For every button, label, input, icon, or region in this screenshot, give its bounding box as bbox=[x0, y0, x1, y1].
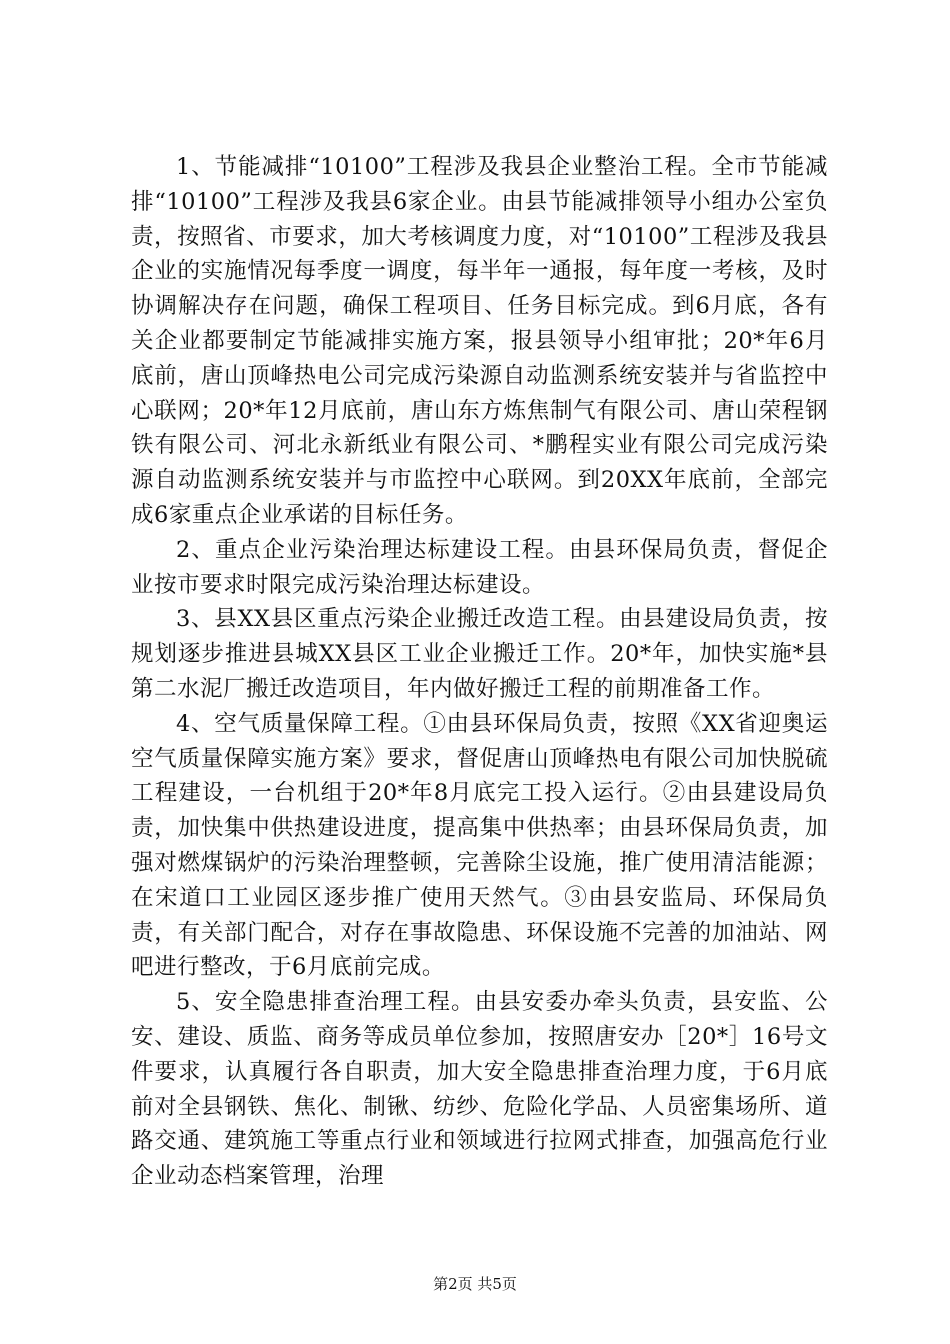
paragraph-5: 5、安全隐患排查治理工程。由县安委办牵头负责，县安监、公安、建设、质监、商务等成员单位参加，按照唐安办［20*］16号文件要求，认真履行各自职责，加大安全隐患排查治理力度，于6月底前对全县钢铁、焦化、制锹、纺纱、危险化学品、人员密集场所、道路交通、建筑施工等重点行业和领域进行拉网式排查，加强高危行业企业动态档案管理，治理 bbox=[131, 989, 828, 1190]
paragraph-2: 2、重点企业污染治理达标建设工程。由县环保局负责，督促企业按市要求时限完成污染治理达标建设。 bbox=[131, 536, 828, 598]
page-number-footer: 第2页 共5页 bbox=[433, 1275, 517, 1293]
paragraph-4: 4、空气质量保障工程。①由县环保局负责，按照《XX省迎奥运空气质量保障实施方案》要求，督促唐山顶峰热电有限公司加快脱硫工程建设，一台机组于20*年8月底完工投入运行。②由县建设局负责，加快集中供热建设进度，提高集中供热率；由县环保局负责，加强对燃煤锅炉的污染治理整顿，完善除尘设施，推广使用清洁能源；在宋道口工业园区逐步推广使用天然气。③由县安监局、环保局负责，有关部门配合，对存在事故隐患、环保设施不完善的加油站、网吧进行整改，于6月底前完成。 bbox=[131, 710, 828, 981]
paragraph-3: 3、县XX县区重点污染企业搬迁改造工程。由县建设局负责，按规划逐步推进县城XX县区工业企业搬迁工作。20*年，加快实施*县第二水泥厂搬迁改造项目，年内做好搬迁工程的前期准备工作。 bbox=[131, 606, 828, 702]
paragraph-1: 1、节能减排“10100”工程涉及我县企业整治工程。全市节能减排“10100”工程涉及我县6家企业。由县节能减排领导小组办公室负责，按照省、市要求，加大考核调度力度，对“10100”工程涉及我县企业的实施情况每季度一调度，每半年一通报，每年度一考核，及时协调解决存在问题，确保工程项目、任务目标完成。到6月底，各有关企业都要制定节能减排实施方案，报县领导小组审批；20*年6月底前，唐山顶峰热电公司完成污染源自动监测系统安装并与省监控中心联网；20*年12月底前，唐山东方炼焦制气有限公司、唐山荣程钢铁有限公司、河北永新纸业有限公司、*鹏程实业有限公司完成污染源自动监测系统安装并与市监控中心联网。到20XX年底前，全部完成6家重点企业承诺的目标任务。 bbox=[131, 154, 828, 528]
document-body bbox=[131, 150, 828, 1194]
